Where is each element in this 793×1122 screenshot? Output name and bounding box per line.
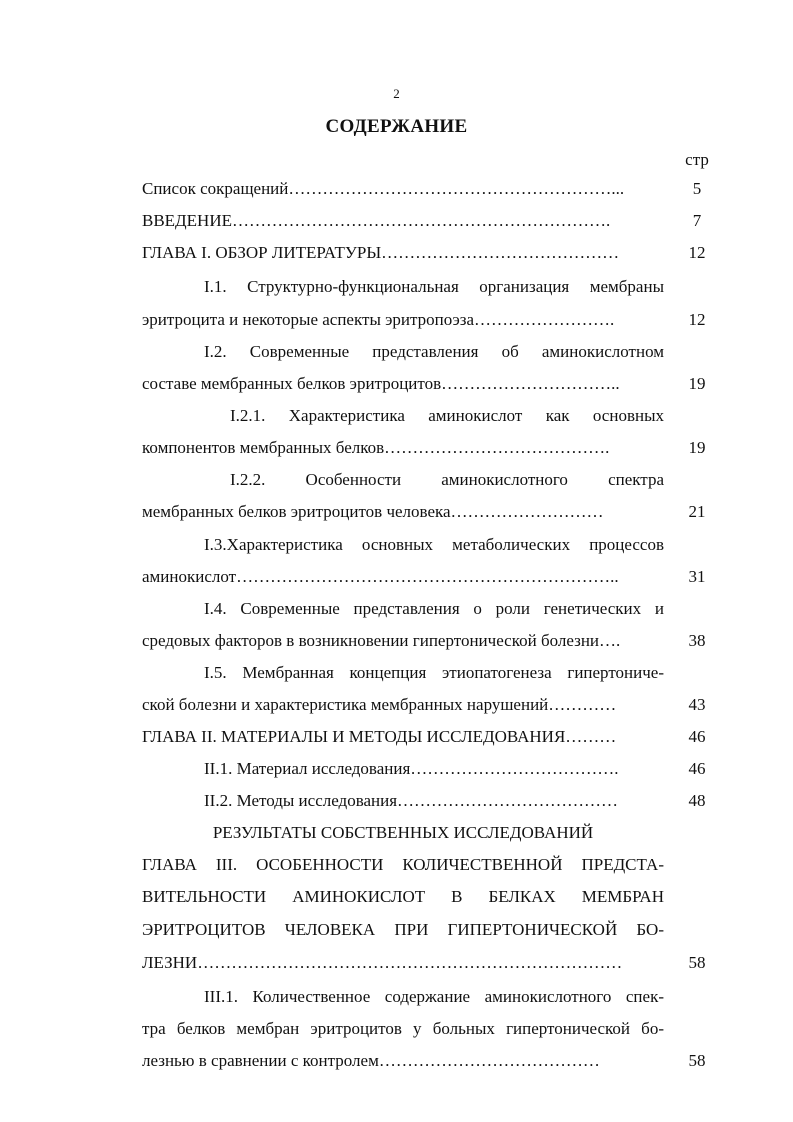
toc-entry-line2: составе мембранных белков эритроцитов…………………………..: [142, 374, 620, 393]
toc-entry-text: РЕЗУЛЬТАТЫ СОБСТВЕННЫХ ИССЛЕДОВАНИЙ: [212, 823, 594, 842]
toc-entry-page: 38: [688, 631, 706, 650]
toc-entry-page: 12: [688, 243, 706, 262]
toc-entry-line2: эритроцита и некоторые аспекты эритропоэза…………………….: [142, 310, 615, 329]
toc-entry-line3: лезнью в сравнении с контролем…………………………………: [142, 1051, 600, 1070]
toc-entry-line2: аминокислот…………………………………………………………..: [142, 567, 619, 586]
toc-entry-text: ВВЕДЕНИЕ………………………………………………………….: [142, 211, 611, 230]
toc-entry-page: 48: [688, 791, 706, 810]
toc-entry-line2: средовых факторов в возникновении гипертонической болезни….: [142, 631, 621, 650]
toc-entry-page: 19: [688, 438, 706, 457]
toc-entry-line1: I.4. Современные представления о роли генетических и: [204, 599, 664, 618]
toc-entry-line1: I.2. Современные представления об аминокислотном: [204, 342, 664, 361]
toc-entry-text: II.2. Методы исследования…………………………………: [204, 791, 619, 810]
toc-entry-line2: мембранных белков эритроцитов человека………………………: [142, 502, 604, 521]
toc-entry-line2: ской болезни и характеристика мембранных нарушений…………: [142, 695, 617, 714]
toc-entry-page: 43: [688, 695, 706, 714]
toc-entry-line1: I.3.Характеристика основных метаболических процессов: [204, 535, 664, 554]
toc-entry-text: ГЛАВА I. ОБЗОР ЛИТЕРАТУРЫ……………………………………: [142, 243, 620, 262]
toc-entry-line3: ЭРИТРОЦИТОВ ЧЕЛОВЕКА ПРИ ГИПЕРТОНИЧЕСКОЙ БО-: [142, 920, 664, 939]
page-number: 2: [393, 86, 400, 101]
toc-entry-text: II.1. Материал исследования……………………………….: [204, 759, 619, 778]
page-column-label: стр: [685, 150, 709, 169]
toc-entry-page: 31: [688, 567, 706, 586]
toc-entry-page: 46: [688, 727, 706, 746]
toc-entry-line1: ГЛАВА III. ОСОБЕННОСТИ КОЛИЧЕСТВЕННОЙ ПРЕДСТА-: [142, 855, 664, 874]
toc-entry-page: 7: [692, 211, 702, 230]
toc-entry-page: 19: [688, 374, 706, 393]
toc-entry-line4: ЛЕЗНИ…………………………………………………………………: [142, 953, 623, 972]
toc-entry-page: 12: [688, 310, 706, 329]
toc-entry-line1: I.1. Структурно-функциональная организация мембраны: [204, 277, 664, 296]
toc-entry-page: 21: [688, 502, 706, 521]
toc-entry-page: 46: [688, 759, 706, 778]
toc-entry-line1: III.1. Количественное содержание аминокислотного спек-: [204, 987, 664, 1006]
toc-entry-line1: I.5. Мембранная концепция этиопатогенеза гипертониче-: [204, 663, 664, 682]
toc-entry-page: 58: [688, 1051, 706, 1070]
toc-entry-line1: I.2.2. Особенности аминокислотного спектра: [230, 470, 664, 489]
toc-entry-line2: ВИТЕЛЬНОСТИ АМИНОКИСЛОТ В БЕЛКАХ МЕМБРАН: [142, 887, 664, 906]
toc-entry-page: 5: [692, 179, 702, 198]
toc-entry-line2: компонентов мембранных белков………………………………….: [142, 438, 610, 457]
toc-entry-page: 58: [688, 953, 706, 972]
toc-entry-line2: тра белков мембран эритроцитов у больных гипертонической бо-: [142, 1019, 664, 1038]
toc-entry-text: Список сокращений…………………………………………………...: [142, 179, 625, 198]
page-title: СОДЕРЖАНИЕ: [325, 116, 468, 137]
toc-entry-text: ГЛАВА II. МАТЕРИАЛЫ И МЕТОДЫ ИССЛЕДОВАНИЯ………: [142, 727, 617, 746]
toc-entry-line1: I.2.1. Характеристика аминокислот как основных: [230, 406, 664, 425]
